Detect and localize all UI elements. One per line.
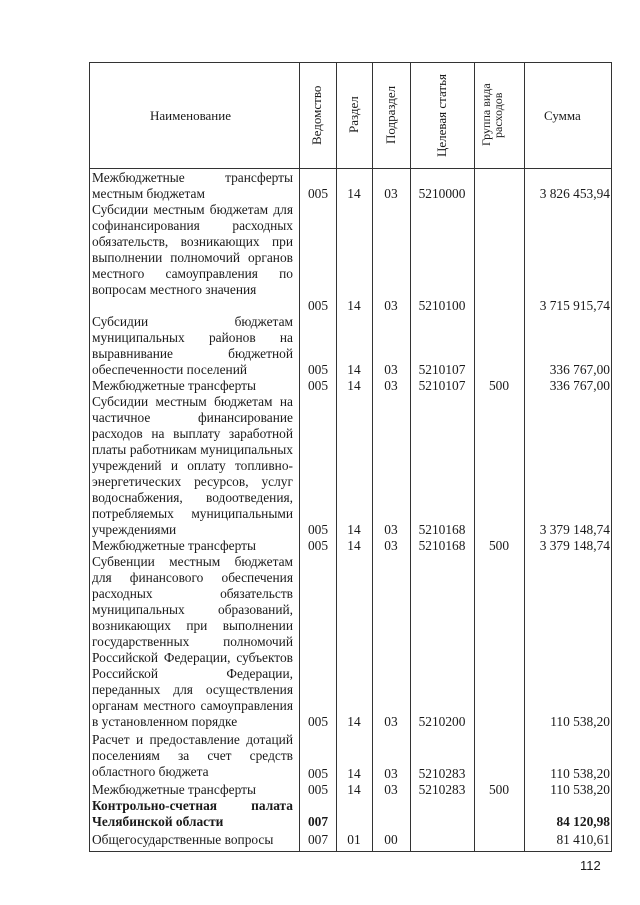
row-9-name: Контрольно-счетная палата Челябинской области bbox=[92, 798, 293, 829]
row-10-raz: 01 bbox=[347, 832, 361, 847]
row-5-raz: 14 bbox=[347, 538, 361, 553]
col-border-4 bbox=[410, 62, 411, 851]
row-2-sum: 336 767,00 bbox=[549, 362, 610, 377]
page-number: 112 bbox=[580, 858, 601, 873]
row-0-sum: 3 826 453,94 bbox=[539, 186, 610, 201]
row-0-cel: 5210000 bbox=[418, 186, 466, 201]
row-4-ved: 005 bbox=[307, 522, 329, 537]
row-6-name: Субвенции местным бюджетам для финансового обеспечения расходных обязательств муниципальных образований, возникающих при выполнении государственных полномочий Российской Федерации, субъектов Российской Федерации, переданных для осуществления органам местного самоуправления в установленном порядке bbox=[92, 554, 293, 729]
row-6-cel: 5210200 bbox=[418, 714, 466, 729]
table-bottom-border bbox=[89, 851, 612, 852]
header-vedomstvo: Ведомство bbox=[309, 85, 324, 145]
row-2-pod: 03 bbox=[384, 362, 398, 377]
row-6-raz: 14 bbox=[347, 714, 361, 729]
row-7-ved: 005 bbox=[307, 766, 329, 781]
header-podrazdel: Подраздел bbox=[383, 85, 398, 145]
col-border-7 bbox=[611, 62, 612, 851]
row-4-sum: 3 379 148,74 bbox=[539, 522, 610, 537]
row-10-sum: 81 410,61 bbox=[556, 832, 610, 847]
col-border-3 bbox=[372, 62, 373, 851]
row-10-pod: 00 bbox=[384, 832, 398, 847]
row-1-name: Субсидии местным бюджетам для софинансирования расходных обязательств, возникающих при выполнении полномочий органов местного самоуправления по вопросам местного значения bbox=[92, 202, 293, 297]
row-4-name: Субсидии местным бюджетам на частичное финансирование расходов на выплату заработной платы работникам муниципальных учреждений и оплату топливно-энергетических ресурсов, услуг водоснабжения, водоотведения, потребляемых муниципальными учреждениями bbox=[92, 394, 293, 537]
row-6-ved: 005 bbox=[307, 714, 329, 729]
row-5-name: Межбюджетные трансферты bbox=[92, 538, 256, 553]
row-1-ved: 005 bbox=[307, 298, 329, 313]
row-8-raz: 14 bbox=[347, 782, 361, 797]
row-3-raz: 14 bbox=[347, 378, 361, 393]
row-5-sum: 3 379 148,74 bbox=[539, 538, 610, 553]
row-3-ved: 005 bbox=[307, 378, 329, 393]
row-0-raz: 14 bbox=[347, 186, 361, 201]
row-7-raz: 14 bbox=[347, 766, 361, 781]
row-6-pod: 03 bbox=[384, 714, 398, 729]
row-5-pod: 03 bbox=[384, 538, 398, 553]
row-1-cel: 5210100 bbox=[418, 298, 466, 313]
row-0-name: Межбюджетные трансферты местным бюджетам bbox=[92, 170, 293, 201]
col-border-2 bbox=[336, 62, 337, 851]
row-9-sum: 84 120,98 bbox=[556, 814, 610, 829]
row-4-pod: 03 bbox=[384, 522, 398, 537]
col-border-0 bbox=[89, 62, 90, 851]
row-5-ved: 005 bbox=[307, 538, 329, 553]
row-8-grp: 500 bbox=[488, 782, 510, 797]
row-6-sum: 110 538,20 bbox=[550, 714, 610, 729]
row-3-pod: 03 bbox=[384, 378, 398, 393]
row-3-sum: 336 767,00 bbox=[549, 378, 610, 393]
row-1-sum: 3 715 915,74 bbox=[539, 298, 610, 313]
header-razdel: Раздел bbox=[346, 96, 361, 134]
header-bottom-border bbox=[89, 168, 612, 169]
row-7-pod: 03 bbox=[384, 766, 398, 781]
row-2-raz: 14 bbox=[347, 362, 361, 377]
row-8-sum: 110 538,20 bbox=[550, 782, 610, 797]
row-0-pod: 03 bbox=[384, 186, 398, 201]
row-2-name: Субсидии бюджетам муниципальных районов на выравнивание бюджетной обеспеченности поселений bbox=[92, 314, 293, 377]
row-10-ved: 007 bbox=[307, 832, 329, 847]
col-border-5 bbox=[474, 62, 475, 851]
col-border-6 bbox=[524, 62, 525, 851]
header-celevaya: Целевая статья bbox=[434, 73, 449, 157]
row-8-name: Межбюджетные трансферты bbox=[92, 782, 256, 797]
row-10-name: Общегосударственные вопросы bbox=[92, 832, 274, 847]
row-3-name: Межбюджетные трансферты bbox=[92, 378, 256, 393]
row-3-grp: 500 bbox=[488, 378, 510, 393]
row-8-ved: 005 bbox=[307, 782, 329, 797]
table-top-border bbox=[89, 62, 612, 63]
row-8-cel: 5210283 bbox=[418, 782, 466, 797]
row-0-ved: 005 bbox=[307, 186, 329, 201]
row-7-sum: 110 538,20 bbox=[550, 766, 610, 781]
row-1-pod: 03 bbox=[384, 298, 398, 313]
col-border-1 bbox=[299, 62, 300, 851]
header-summa: Сумма bbox=[544, 108, 581, 123]
row-3-cel: 5210107 bbox=[418, 378, 466, 393]
row-2-ved: 005 bbox=[307, 362, 329, 377]
row-7-name: Расчет и предоставление дотаций поселениям за счет средств областного бюджета bbox=[92, 732, 293, 779]
row-9-ved: 007 bbox=[307, 814, 329, 829]
header-gruppa: Группа вида расходов bbox=[479, 83, 505, 147]
row-4-raz: 14 bbox=[347, 522, 361, 537]
row-8-pod: 03 bbox=[384, 782, 398, 797]
header-name: Наименование bbox=[150, 108, 231, 123]
row-7-cel: 5210283 bbox=[418, 766, 466, 781]
row-5-cel: 5210168 bbox=[418, 538, 466, 553]
row-1-raz: 14 bbox=[347, 298, 361, 313]
row-5-grp: 500 bbox=[488, 538, 510, 553]
row-4-cel: 5210168 bbox=[418, 522, 466, 537]
row-2-cel: 5210107 bbox=[418, 362, 466, 377]
